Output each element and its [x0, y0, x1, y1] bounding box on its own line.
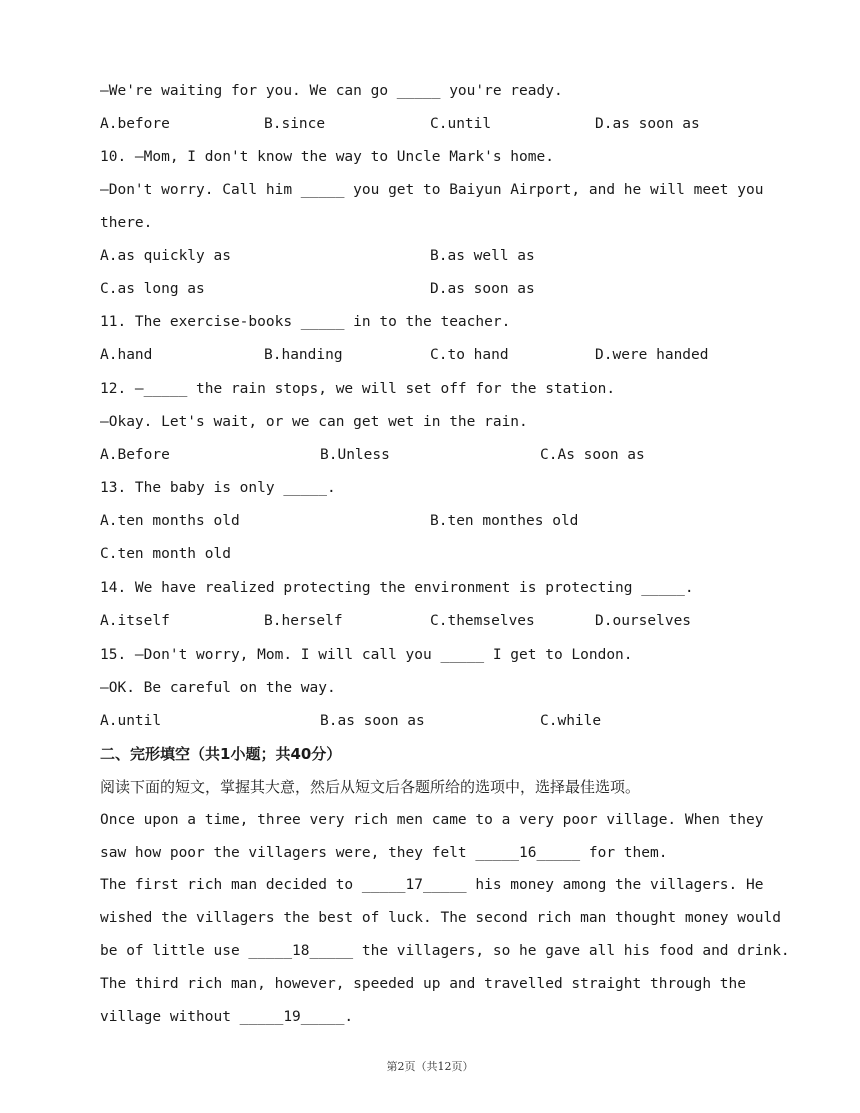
q12-prompt-line-1: 12. —_____ the rain stops, we will set off for the station. [100, 381, 616, 397]
passage-line-3: The first rich man decided to _____17_____ his money among the villagers. He [100, 877, 764, 893]
q13-option-a: A.ten months old [100, 513, 240, 529]
q13-option-c: C.ten month old [100, 546, 231, 562]
q12-prompt-line-2: —Okay. Let's wait, or we can get wet in the rain. [100, 414, 528, 430]
q14-prompt-line: 14. We have realized protecting the environment is protecting _____. [100, 580, 694, 596]
q14-option-c: C.themselves [430, 613, 535, 629]
passage-line-4: wished the villagers the best of luck. The second rich man thought money would [100, 910, 781, 926]
q10-prompt-line-2: —Don't worry. Call him _____ you get to Baiyun Airport, and he will meet you [100, 182, 764, 198]
q9-prompt-line: —We're waiting for you. We can go _____ you're ready. [100, 83, 563, 99]
q12-option-a: A.Before [100, 447, 170, 463]
q14-option-a: A.itself [100, 613, 170, 629]
passage-line-5: be of little use _____18_____ the villagers, so he gave all his food and drink. [100, 943, 790, 959]
q9-option-b: B.since [264, 116, 326, 132]
q11-option-c: C.to hand [430, 347, 509, 363]
section-instruction: 阅读下面的短文，掌握其大意，然后从短文后各题所给的选项中，选择最佳选项。 [100, 778, 641, 796]
q13-option-b: B.ten monthes old [430, 513, 579, 529]
q14-option-b: B.herself [264, 613, 343, 629]
q10-option-a: A.as quickly as [100, 248, 231, 264]
passage-line-7: village without _____19_____. [100, 1009, 354, 1025]
q10-prompt-line-1: 10. —Mom, I don't know the way to Uncle Mark's home. [100, 149, 554, 165]
q14-option-d: D.ourselves [595, 613, 692, 629]
q12-option-b: B.Unless [320, 447, 390, 463]
q9-option-a: A.before [100, 116, 170, 132]
q11-option-a: A.hand [100, 347, 153, 363]
q15-option-c: C.while [540, 713, 602, 729]
q12-option-c: C.As soon as [540, 447, 645, 463]
q10-option-d: D.as soon as [430, 281, 535, 297]
q11-option-d: D.were handed [595, 347, 709, 363]
q10-prompt-line-3: there. [100, 215, 153, 231]
q9-option-c: C.until [430, 116, 492, 132]
q11-option-b: B.handing [264, 347, 343, 363]
q10-option-c: C.as long as [100, 281, 205, 297]
passage-line-1: Once upon a time, three very rich men came to a very poor village. When they [100, 812, 764, 828]
passage-line-6: The third rich man, however, speeded up and travelled straight through the [100, 976, 747, 992]
page-number-footer: 第2页（共12页） [386, 1060, 474, 1073]
q15-option-b: B.as soon as [320, 713, 425, 729]
q15-option-a: A.until [100, 713, 162, 729]
q15-prompt-line-1: 15. —Don't worry, Mom. I will call you _____ I get to London. [100, 647, 633, 663]
q9-option-d: D.as soon as [595, 116, 700, 132]
q15-prompt-line-2: —OK. Be careful on the way. [100, 680, 336, 696]
section-heading: 二、完形填空（共1小题；共40分） [100, 745, 342, 763]
q11-prompt-line: 11. The exercise-books _____ in to the teacher. [100, 314, 511, 330]
q10-option-b: B.as well as [430, 248, 535, 264]
passage-line-2: saw how poor the villagers were, they felt _____16_____ for them. [100, 845, 668, 861]
q13-prompt-line: 13. The baby is only _____. [100, 480, 336, 496]
